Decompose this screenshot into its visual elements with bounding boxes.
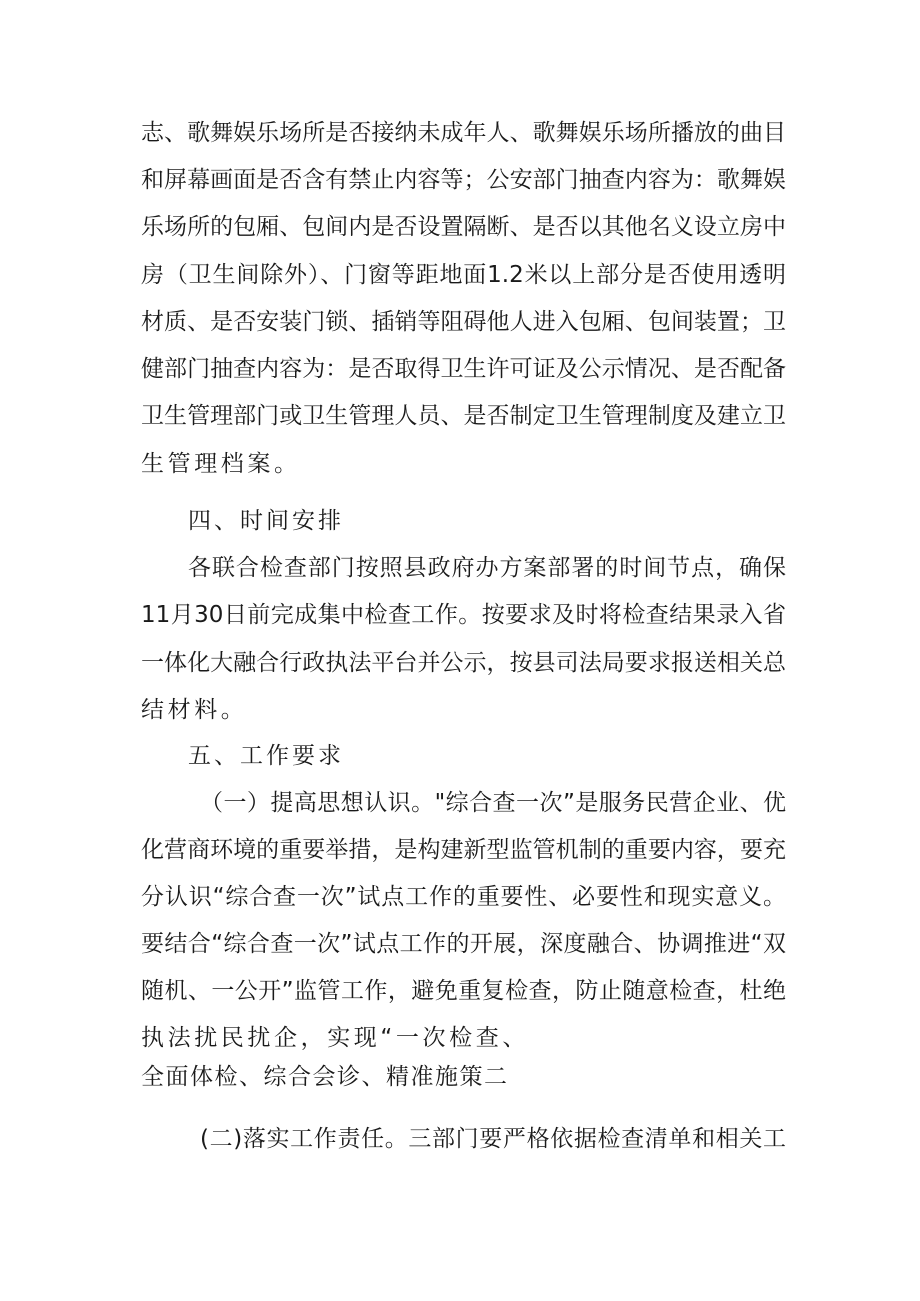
- paragraph-line: 生管理档案。: [141, 451, 301, 477]
- paragraph-line: 乐场所的包厢、包间内是否设置隔断、是否以其他名义设立房中: [141, 214, 786, 240]
- paragraph-line: 结材料。: [141, 697, 248, 723]
- paragraph-line: 分认识“综合查一次”试点工作的重要性、必要性和现实意义。: [141, 884, 786, 910]
- paragraph-line: 材质、是否安装门锁、插销等阻碍他人进入包厢、包间装置；卫: [141, 309, 786, 335]
- paragraph-line: 志、歌舞娱乐场所是否接纳未成年人、歌舞娱乐场所播放的曲目: [141, 120, 786, 146]
- paragraph-line: 要结合“综合查一次”试点工作的开展，深度融合、协调推进“双: [141, 931, 786, 957]
- paragraph-line: 房（卫生间除外）、门窗等距地面1.2米以上部分是否使用透明: [141, 262, 786, 288]
- paragraph-line: 各联合检查部门按照县政府办方案部署的时间节点，确保: [188, 555, 786, 581]
- paragraph-line: 健部门抽查内容为：是否取得卫生许可证及公示情况、是否配备: [141, 356, 786, 382]
- paragraph-line: （一）提高思想认识。"综合查一次”是服务民营企业、优: [200, 790, 786, 816]
- section-heading: 五、工作要求: [188, 743, 344, 769]
- paragraph-line: 化营商环境的重要举措，是构建新型监管机制的重要内容，要充: [141, 837, 786, 863]
- section-heading: 四、时间安排: [188, 508, 344, 534]
- paragraph-line: 和屏幕画面是否含有禁止内容等；公安部门抽查内容为：歌舞娱: [141, 167, 786, 193]
- paragraph-line: 11月30日前完成集中检查工作。按要求及时将检查结果录入省: [141, 602, 786, 628]
- paragraph-line: (二)落实工作责任。三部门要严格依据检查清单和相关工: [200, 1126, 786, 1152]
- paragraph-line: 卫生管理部门或卫生管理人员、是否制定卫生管理制度及建立卫: [141, 403, 786, 429]
- paragraph-line: 一体化大融合行政执法平台并公示，按县司法局要求报送相关总: [141, 650, 786, 676]
- paragraph-line: 执法扰民扰企，实现“一次检查、: [141, 1025, 529, 1051]
- paragraph-line: 全面体检、综合会诊、精准施策二: [141, 1064, 509, 1090]
- paragraph-line: 随机、一公开”监管工作，避免重复检查，防止随意检查，杜绝: [141, 978, 786, 1004]
